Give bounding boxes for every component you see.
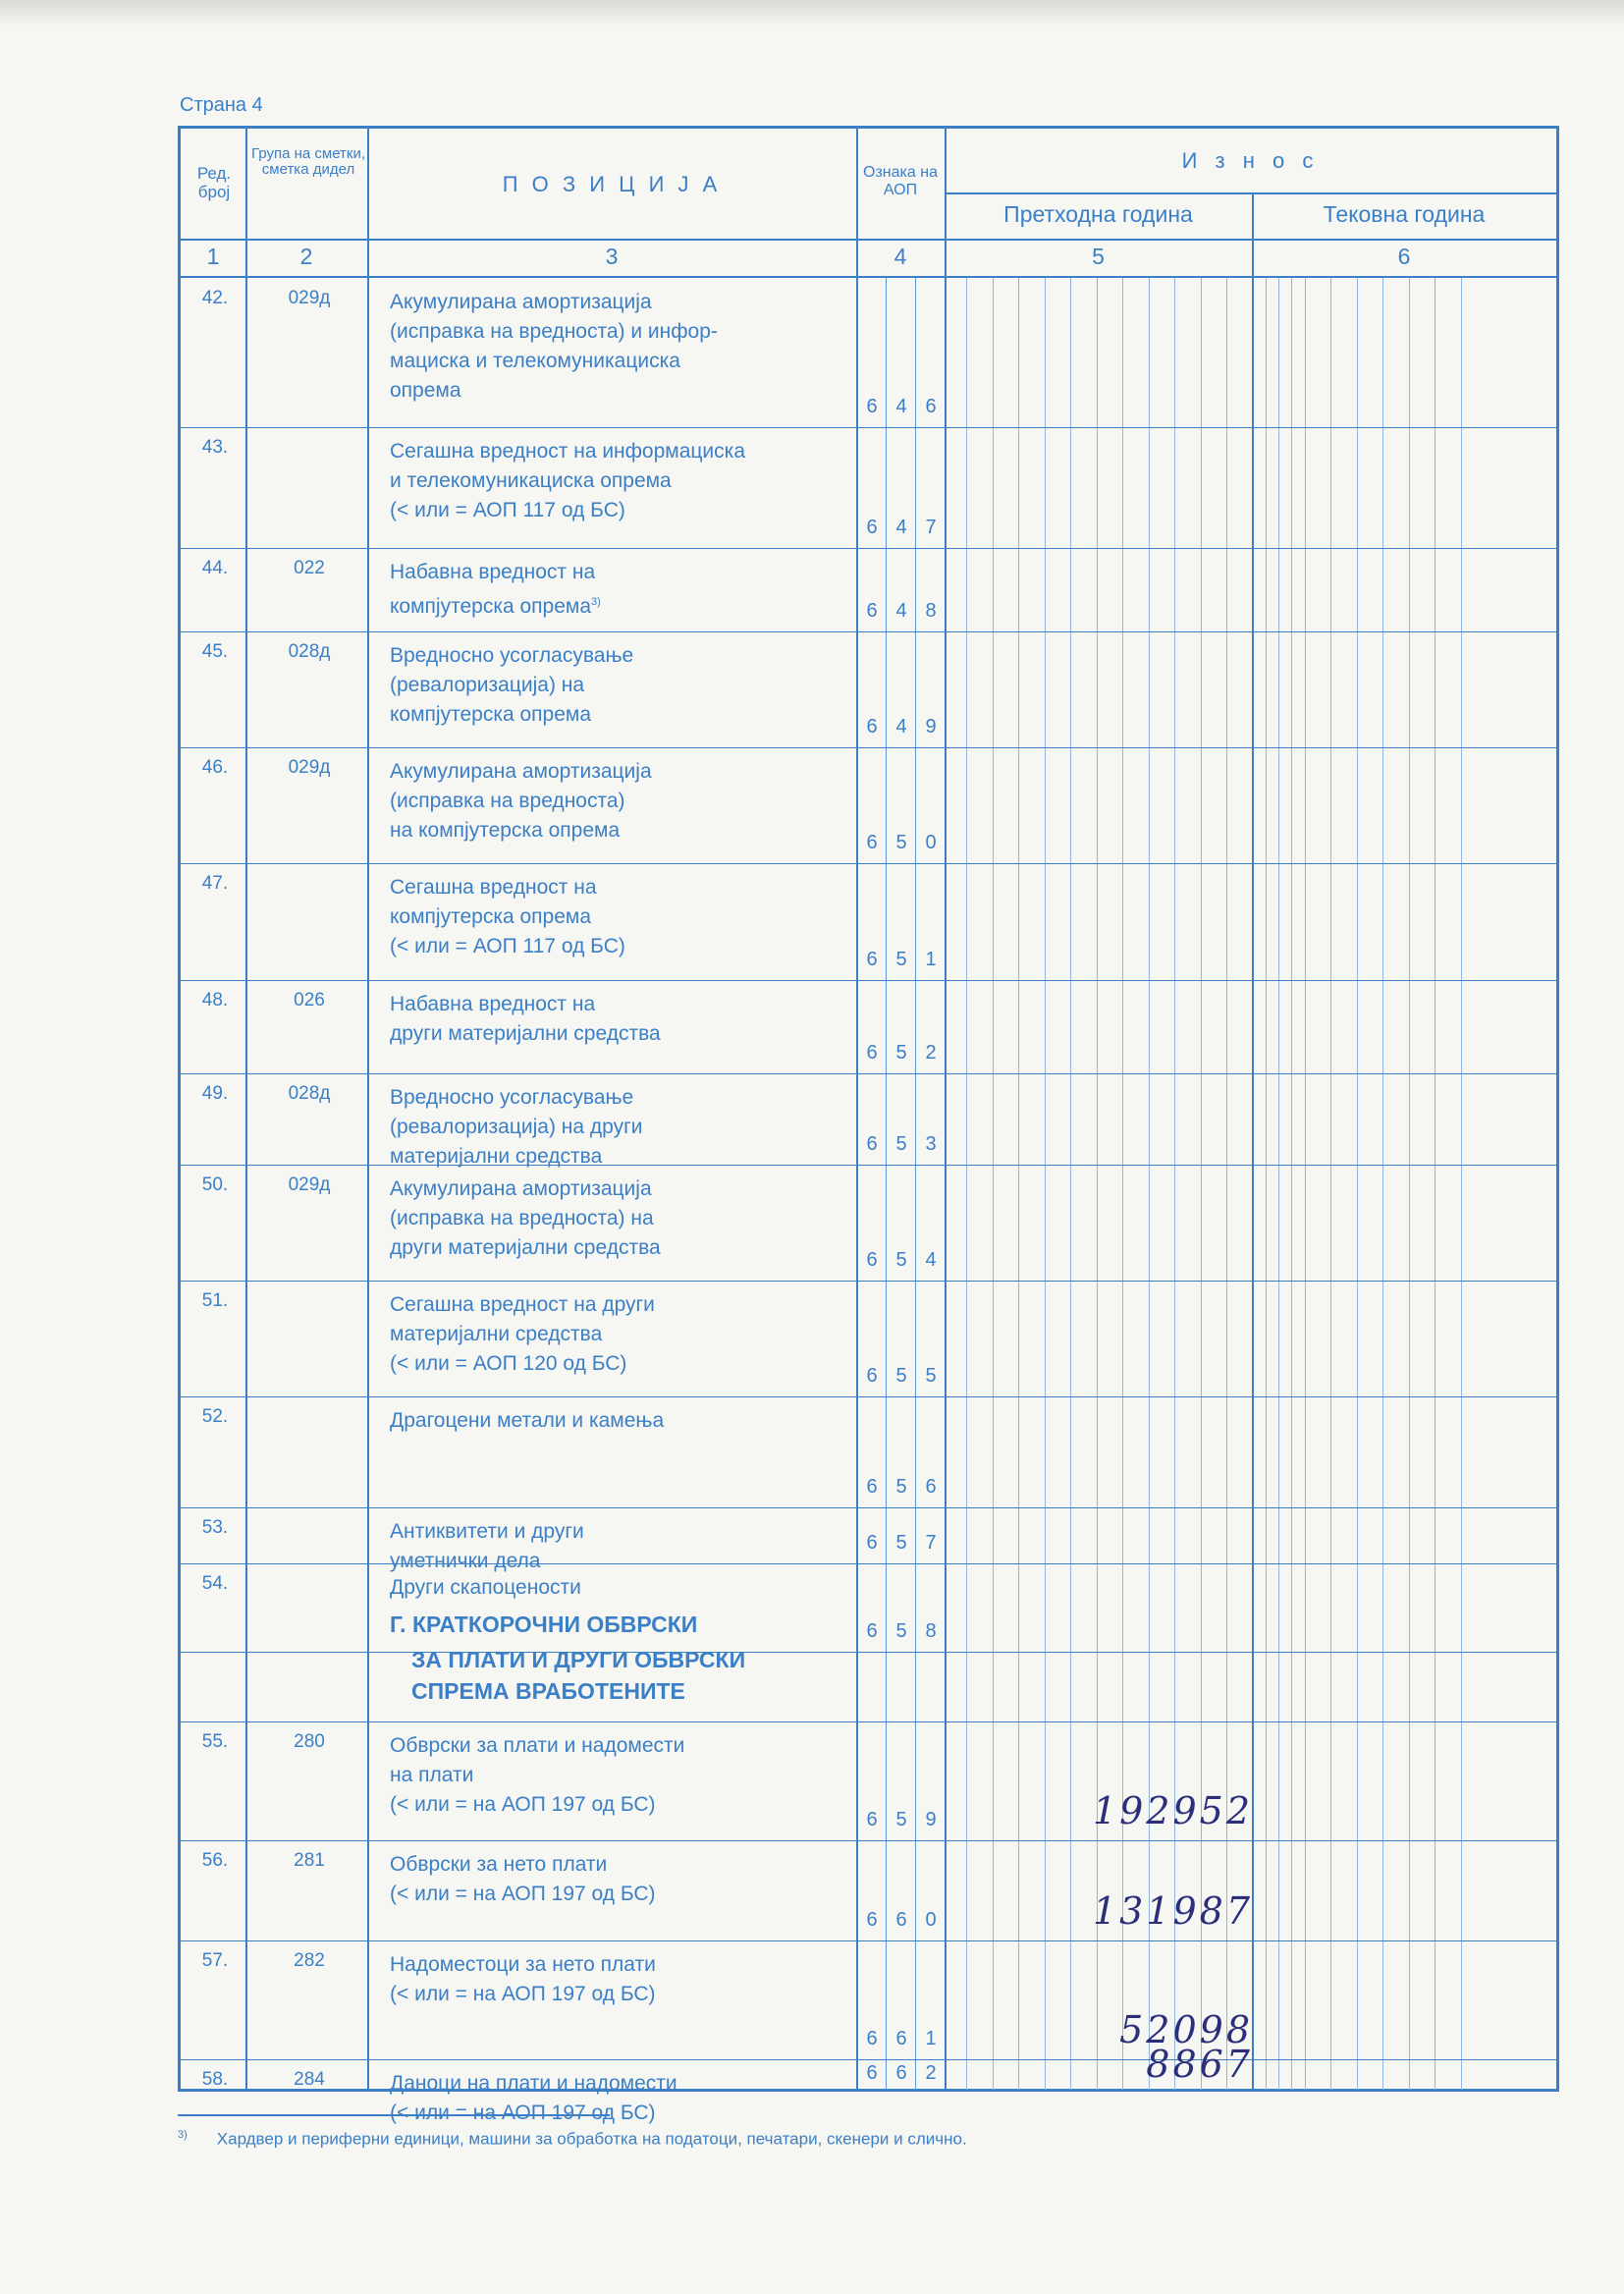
aop-digit: 2 [925,2062,937,2084]
aop-digit: 4 [895,600,907,622]
aop-digit: 5 [895,1249,907,1271]
position-label: Антиквитети и други уметнички дела [390,1520,584,1572]
aop-digit: 5 [895,1620,907,1642]
aop-code [858,1807,943,1834]
col-number-4: 4 [893,244,907,269]
position-text [390,288,851,406]
position-label: Драгоцени метали и камења [390,1409,665,1432]
header-account-group: Група на сметки, сметка дидел [251,145,366,178]
row-number: 43. [201,437,229,458]
position-text [390,2069,851,2128]
position-text [390,1731,851,1820]
aop-digit: 1 [925,2028,937,2049]
aop-digit: 5 [895,1476,907,1498]
account-group: 029д [288,757,331,778]
section-heading-line3: СПРЕМА ВРАБОТЕНИТЕ [411,1678,685,1704]
aop-digit: 5 [925,1365,937,1387]
position-label: Вредносно усогласување (ревалоризација) на компјутерска опрема [390,644,634,726]
table-row [181,1507,1556,1572]
col-number-5: 5 [1092,244,1105,269]
footnote [178,2129,967,2150]
position-text [390,990,851,1049]
previous-year-amount[interactable]: 8867 [1146,2043,1253,2086]
aop-digit: 6 [866,1809,878,1830]
table-row [181,1940,1556,2059]
row-number: 46. [201,757,229,778]
aop-digit: 4 [895,716,907,737]
aop-code [858,515,943,542]
aop-code [858,1131,943,1159]
aop-digit: 6 [866,396,878,417]
aop-code [858,1530,943,1557]
aop-digit: 6 [866,832,878,853]
header-position: П О З И Ц И Ј А [502,172,722,196]
position-label: Акумулирана амортизација (исправка на вредноста) на компјутерска опрема [390,760,652,842]
table-row [181,1165,1556,1281]
table-row [181,863,1556,980]
aop-digit: 5 [895,1532,907,1554]
table-row [181,1396,1556,1507]
aop-digit: 9 [925,1809,937,1830]
aop-digit: 2 [925,1042,937,1064]
table-row [181,1281,1556,1396]
row-number: 52. [201,1406,229,1427]
aop-digit: 6 [895,1909,907,1931]
table-row [181,278,1556,427]
position-text [390,558,851,622]
aop-digit: 7 [925,1532,937,1554]
aop-digit: 7 [925,517,937,538]
footnote-mark: 3) [178,2129,188,2141]
aop-digit: 6 [895,2062,907,2084]
row-number: 47. [201,873,229,894]
header-line [181,239,1556,241]
aop-digit: 0 [925,832,937,853]
table-row [181,1840,1556,1940]
position-label: Даноци на плати и надомести (< или = на АОП 197 од БС) [390,2072,677,2124]
row-number: 53. [201,1517,229,1538]
row-number: 49. [201,1083,229,1104]
row-number: 57. [201,1950,229,1971]
row-number: 50. [201,1174,229,1195]
aop-digit: 6 [866,1476,878,1498]
aop-digit: 0 [925,1909,937,1931]
aop-code [858,1618,943,1646]
aop-digit: 5 [895,1042,907,1064]
position-label: Сегашна вредност на информациска и телекомуникациска опрема (< или = АОП 117 од БС) [390,440,745,521]
position-label: Набавна вредност на компјутерска опрема [390,561,596,618]
header-amount: И з н о с [1181,148,1320,173]
aop-digit: 4 [925,1249,937,1271]
footnote-text: Хардвер и периферни единици, машини за обработка на податоци, печатари, скенери и слично. [216,2129,967,2149]
aop-digit: 5 [895,832,907,853]
aop-code [858,2060,943,2088]
aop-digit: 5 [895,1365,907,1387]
col-number-6: 6 [1397,244,1411,269]
row-number: 42. [201,288,229,308]
aop-digit: 6 [866,1249,878,1271]
position-label: Набавна вредност на други материјални средства [390,993,661,1045]
aop-code [858,598,943,626]
aop-digit: 4 [895,396,907,417]
position-text [390,873,851,961]
aop-digit: 6 [866,2062,878,2084]
aop-digit: 6 [866,1532,878,1554]
aop-digit: 6 [866,2028,878,2049]
row-number: 54. [201,1573,229,1594]
aop-code [858,830,943,857]
account-group: 280 [294,1731,325,1752]
previous-year-amount[interactable]: 52098 [1119,2008,1253,2051]
aop-code [858,1363,943,1391]
footnote-divider [178,2114,610,2116]
col-number-3: 3 [605,244,619,269]
header-line [945,192,1556,194]
aop-digit: 5 [895,1133,907,1155]
aop-digit: 6 [866,517,878,538]
position-text [390,1573,851,1603]
header-aop: Ознака на АОП [863,164,938,198]
header-previous-year: Претходна година [1003,201,1193,227]
account-group: 284 [294,2069,325,2090]
aop-digit: 9 [925,716,937,737]
position-label: Акумулирана амортизација (исправка на вредноста) на други материјални средства [390,1177,661,1259]
header-row-number: Ред. број [196,164,232,201]
table-row [181,427,1556,548]
position-text [390,1950,851,2009]
position-text [390,1406,851,1436]
row-number: 56. [201,1850,229,1871]
account-group: 028д [288,1083,331,1104]
position-label: Акумулирана амортизација (исправка на вредноста) и инфор- мациска и телекомуникациска опрема [390,291,718,402]
aop-digit: 6 [866,1909,878,1931]
header-current-year: Тековна година [1323,201,1486,227]
position-label: Сегашна вредност на други материјални средства (< или = АОП 120 од БС) [390,1293,655,1375]
table-row [181,747,1556,863]
account-group: 022 [294,558,325,578]
position-text [390,1174,851,1263]
position-label: Обврски за плати и надомести на плати (< или = на АОП 197 од БС) [390,1734,685,1816]
account-group: 029д [288,1174,331,1195]
aop-table [178,126,1559,2124]
aop-code [858,1907,943,1935]
table-row [181,2043,1556,2124]
aop-digit: 5 [895,1809,907,1830]
account-group: 028д [288,641,331,662]
position-text [390,641,851,730]
aop-digit: 8 [925,1620,937,1642]
aop-code [858,947,943,974]
position-label: Други скапоцености [390,1576,581,1599]
aop-code [858,714,943,741]
col-number-2: 2 [299,244,313,269]
previous-year-amount[interactable]: 192952 [1092,1789,1253,1832]
aop-code [858,1474,943,1502]
aop-code [858,1247,943,1275]
scan-shadow [0,0,1624,26]
aop-digit: 6 [866,1365,878,1387]
aop-digit: 4 [895,517,907,538]
aop-digit: 6 [895,2028,907,2049]
aop-digit: 6 [866,1042,878,1064]
aop-digit: 6 [925,1476,937,1498]
row-number: 58. [201,2069,229,2090]
account-group: 281 [294,1850,325,1871]
previous-year-amount[interactable]: 131987 [1092,1889,1253,1933]
aop-digit: 6 [866,1133,878,1155]
row-divider [181,1652,1556,1653]
section-heading-line2: ЗА ПЛАТИ И ДРУГИ ОБВРСКИ [411,1647,746,1672]
aop-code [858,2026,943,2053]
row-number: 45. [201,641,229,662]
position-text [390,437,851,525]
aop-digit: 3 [925,1133,937,1155]
row-number: 48. [201,990,229,1010]
position-text [390,1083,851,1172]
account-group: 026 [294,990,325,1010]
table-row [181,1721,1556,1840]
position-text [390,1850,851,1909]
aop-code [858,1040,943,1067]
col-number-1: 1 [206,244,220,269]
table-row [181,631,1556,747]
aop-digit: 8 [925,600,937,622]
aop-digit: 6 [866,949,878,970]
table-row [181,1563,1556,1652]
position-label: Обврски за нето плати (< или = на АОП 197 од БС) [390,1853,656,1905]
row-number: 55. [201,1731,229,1752]
position-label: Сегашна вредност на компјутерска опрема (< или = АОП 117 од БС) [390,876,625,957]
footnote-reference: 3) [591,596,601,608]
aop-digit: 6 [866,1620,878,1642]
account-group: 029д [288,288,331,308]
account-group: 282 [294,1950,325,1971]
row-number: 44. [201,558,229,578]
table-row [181,980,1556,1073]
position-label: Надоместоци за нето плати (< или = на АОП 197 од БС) [390,1953,656,2005]
aop-digit: 1 [925,949,937,970]
aop-code [858,394,943,421]
position-text [390,1290,851,1379]
aop-digit: 6 [866,600,878,622]
section-heading-line1: Г. КРАТКОРОЧНИ ОБВРСКИ [390,1611,698,1637]
table-row [181,548,1556,631]
position-text [390,757,851,846]
page-number: Страна 4 [180,94,263,116]
aop-digit: 6 [925,396,937,417]
table-row [181,1073,1556,1168]
position-label: Вредносно усогласување (ревалоризација) на други материјални средства [390,1086,643,1168]
aop-digit: 5 [895,949,907,970]
row-number: 51. [201,1290,229,1311]
aop-digit: 6 [866,716,878,737]
